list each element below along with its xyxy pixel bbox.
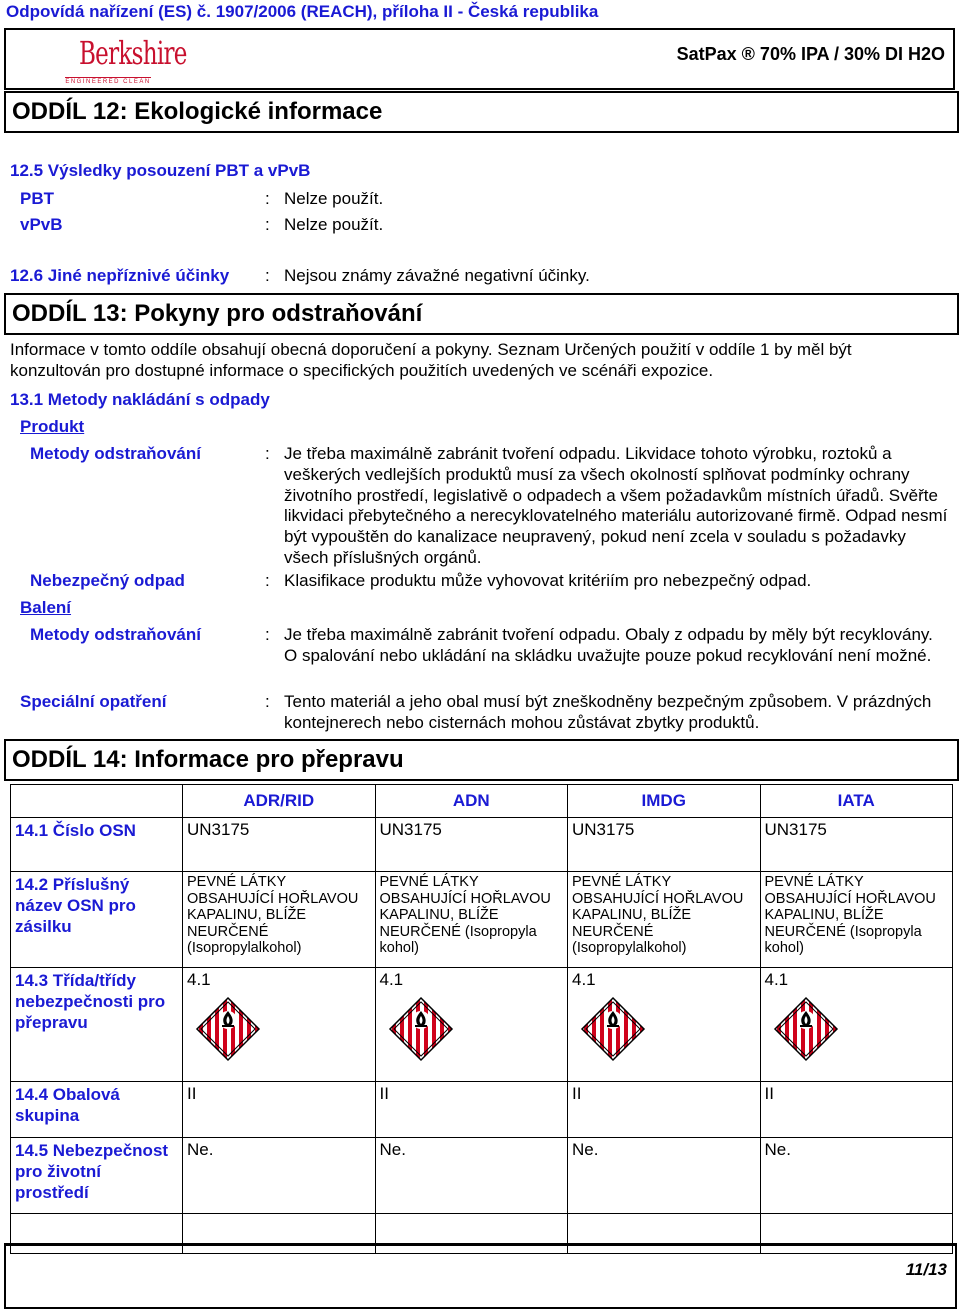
packaging-disposal-label: Metody odstraňování [30,625,201,644]
table-header-row [11,785,953,818]
vpvb-label: vPvB [20,215,63,234]
table-row [11,818,953,872]
product-name: SatPax ® 70% IPA / 30% DI H2O [676,44,945,64]
packaging-heading: Balení [20,598,72,617]
hazard-class-cell [375,968,568,1082]
flammable-solid-placard-icon [195,996,371,1067]
table-cell: PEVNÉ LÁTKY OBSAHUJÍCÍ HOŘLAVOU KAPALINU, BLÍŽE NEURČENÉ (Isopropyla kohol) [760,872,953,968]
row-label-environmental-hazard: 14.5 Nebezpečnost pro životní prostředí [11,1138,183,1214]
special-precautions-value: Tento materiál a jeho obal musí být zneškodněny bezpečným způsobem. V prázdných kontejnerech nebo cisternách mohou zůstávat zbytky produktů. [284,692,932,732]
disposal-methods-label: Metody odstraňování [30,444,201,463]
table-cell: PEVNÉ LÁTKY OBSAHUJÍCÍ HOŘLAVOU KAPALINU, BLÍŽE NEURČENÉ (Isopropylalkohol) [568,872,761,968]
section-13-title: ODDÍL 13: Pokyny pro odstraňování [4,293,959,335]
colon: : [265,444,270,463]
subsection-12-6: 12.6 Jiné nepříznivé účinky [10,266,230,285]
pbt-value: Nelze použít. [284,189,384,208]
table-cell: Ne. [568,1138,761,1214]
regulation-note: Odpovídá nařízení (ES) č. 1907/2006 (REACH), příloha II - Česká republika [6,2,599,21]
colon: : [265,189,270,208]
table-cell: UN3175 [375,818,568,872]
pbt-label: PBT [20,189,54,208]
subsection-13-1: 13.1 Metody nakládání s odpady [10,390,270,409]
hazard-class-value: 4.1 [379,970,404,989]
table-cell: II [183,1082,376,1138]
table-cell: Ne. [760,1138,953,1214]
table-corner [11,785,183,818]
column-header: IATA [760,785,953,818]
section-12-title: ODDÍL 12: Ekologické informace [4,91,959,133]
table-cell: UN3175 [760,818,953,872]
table-cell: II [375,1082,568,1138]
column-header: ADN [375,785,568,818]
table-cell: UN3175 [568,818,761,872]
hazardous-waste-label: Nebezpečný odpad [30,571,185,590]
column-header: IMDG [568,785,761,818]
table-cell: PEVNÉ LÁTKY OBSAHUJÍCÍ HOŘLAVOU KAPALINU, BLÍŽE NEURČENÉ (Isopropylalkohol) [183,872,376,968]
section-14-title: ODDÍL 14: Informace pro přepravu [4,739,959,781]
hazardous-waste-value: Klasifikace produktu může vyhovovat kritériím pro nebezpečný odpad. [284,571,812,590]
row-label-hazard-class: 14.3 Třída/třídy nebezpečnosti pro přepravu [11,968,183,1082]
hazard-class-cell [183,968,376,1082]
flammable-solid-placard-icon [580,996,756,1067]
colon: : [265,266,270,285]
row-label-un-number: 14.1 Číslo OSN [11,818,183,872]
other-effects-value: Nejsou známy závažné negativní účinky. [284,266,590,285]
table-cell: II [568,1082,761,1138]
subsection-12-5: 12.5 Výsledky posouzení PBT a vPvB [10,161,311,180]
row-label-shipping-name: 14.2 Příslušný název OSN pro zásilku [11,872,183,968]
colon: : [265,215,270,234]
hazard-class-value: 4.1 [187,970,211,989]
table-row [11,872,953,968]
hazard-class-cell [760,968,953,1082]
hazard-class-value: 4.1 [572,970,596,989]
flammable-solid-placard-icon [773,996,949,1067]
section-13-intro: Informace v tomto oddíle obsahují obecná doporučení a pokyny. Seznam Určených použití v oddíle 1 by měl být konzultován pro dostupné informace o specifických použitích uvedených ve scénáři expozice. [10,340,852,380]
flammable-solid-placard-icon [388,996,564,1067]
product-heading: Produkt [20,417,85,436]
logo-word: Berkshire [78,34,187,72]
packaging-disposal-value: Je třeba maximálně zabránit tvoření odpadu. Obaly z odpadu by měly být recyklovány. O spalování nebo ukládání na skládku uvažujte pouze pokud recyklování není možné. [284,625,933,665]
company-logo [58,34,187,88]
table-row [11,1082,953,1138]
vpvb-value: Nelze použít. [284,215,384,234]
table-cell: PEVNÉ LÁTKY OBSAHUJÍCÍ HOŘLAVOU KAPALINU, BLÍŽE NEURČENÉ (Isopropyla kohol) [375,872,568,968]
table-cell: Ne. [183,1138,376,1214]
document-footer [4,1243,957,1309]
hazard-class-value: 4.1 [764,970,789,989]
special-precautions-label: Speciální opatření [20,692,167,711]
table-cell: UN3175 [183,818,376,872]
table-row [11,1138,953,1214]
document-header [4,28,955,90]
table-row [11,968,953,1082]
table-cell: II [760,1082,953,1138]
transport-table [10,784,953,1254]
colon: : [265,625,270,644]
row-label-packing-group: 14.4 Obalová skupina [11,1082,183,1138]
colon: : [265,571,270,590]
table-cell: Ne. [375,1138,568,1214]
page-number: 11/13 [905,1260,947,1279]
column-header: ADR/RID [183,785,376,818]
hazard-class-cell [568,968,761,1082]
disposal-methods-value: Je třeba maximálně zabránit tvoření odpadu. Likvidace tohoto výrobku, roztoků a veškerých vedlejších produktů musí za všech okolností splňovat podmínky ochrany životního prostředí, legislativě o odpadech a všem požadavkům místních úřadů. Svěřte likvidaci přebytečného a nerecyklovatelného materiálu autorizované firmě. Odpad nesmí být vypouštěn do kanalizace neupravený, pokud není zcela v souladu s požadavky všech příslušných orgánů. [284,444,948,567]
colon: : [265,692,270,711]
logo-tagline: ENGINEERED CLEAN [65,79,151,85]
